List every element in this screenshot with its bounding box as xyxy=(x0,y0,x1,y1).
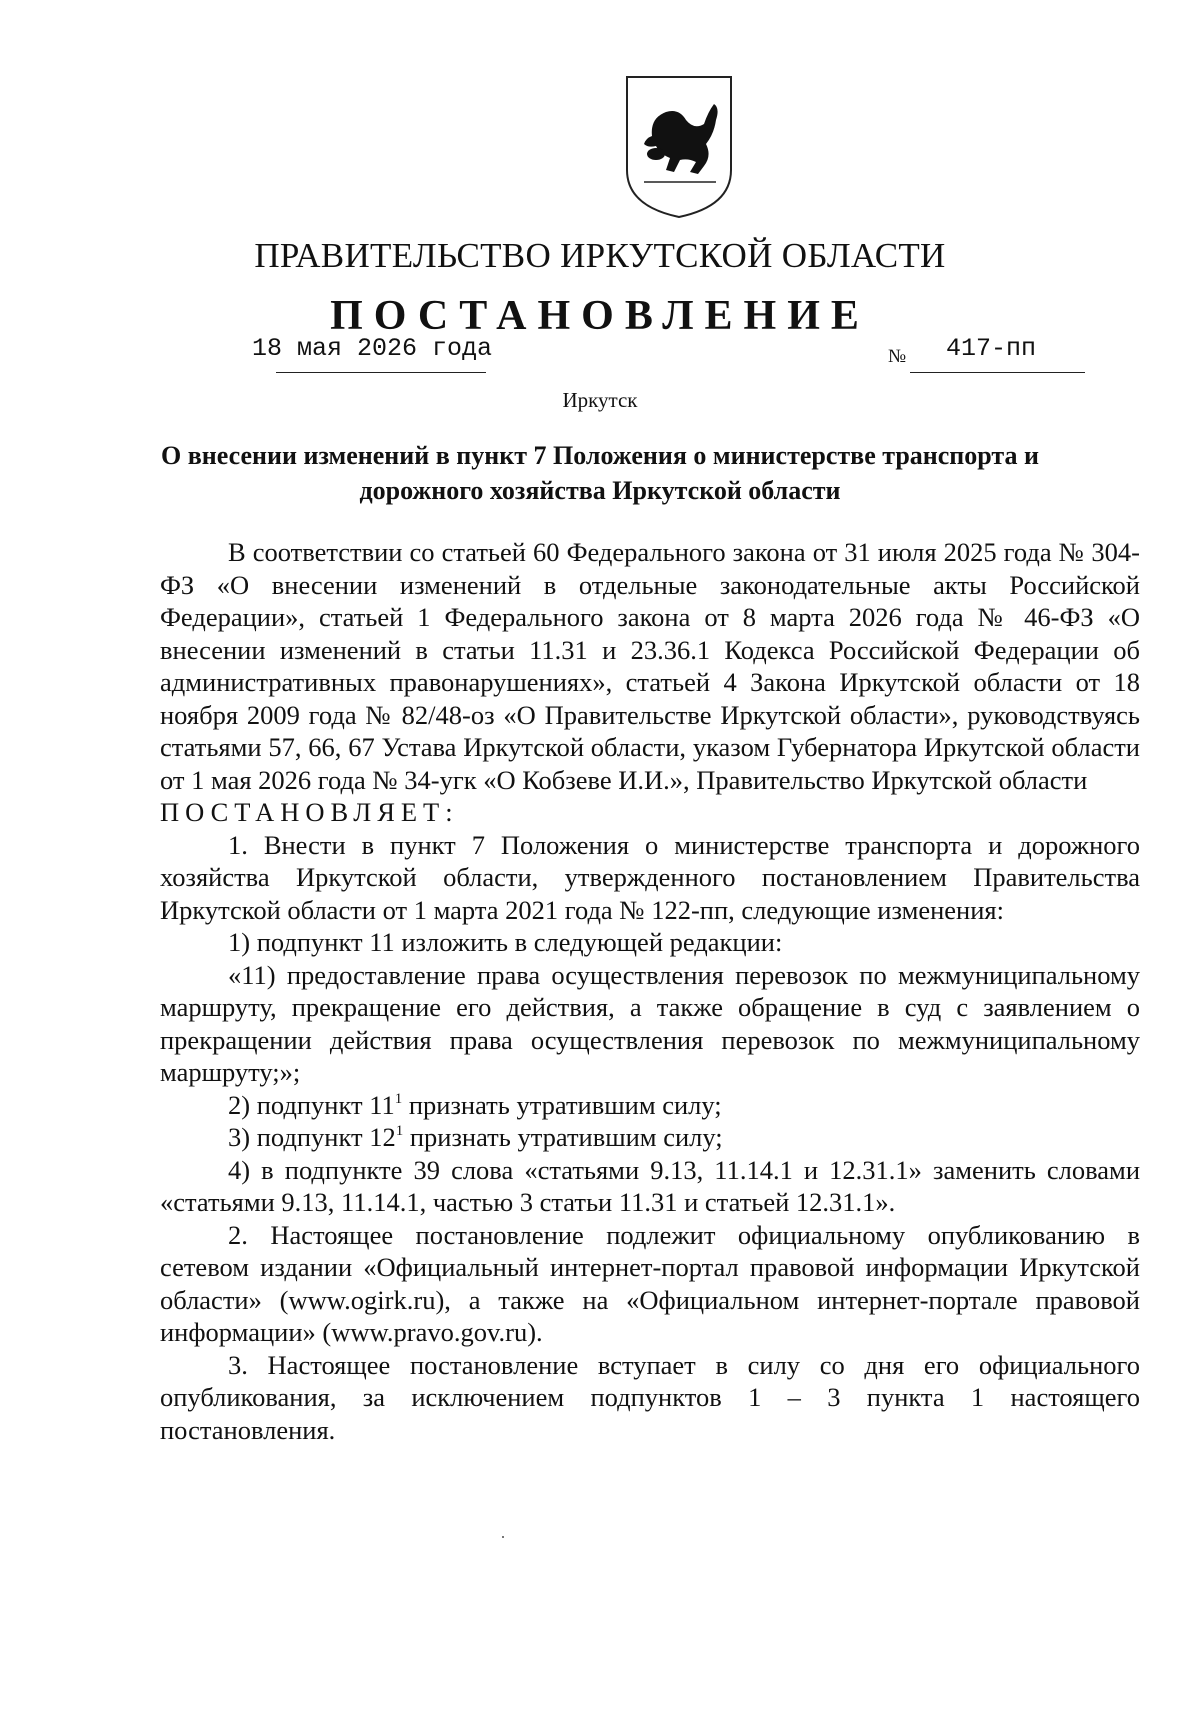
subitem-2-paragraph xyxy=(160,1089,1140,1122)
subitem-3-text-a: 3) подпункт 12 xyxy=(228,1122,396,1152)
subitem-1-new-text: «11) предоставление права осуществления перевозок по межмуниципальному маршруту, прекращение его действия, а также обращение в суд с заявлением о прекращении действия права осуществления перевозок по межмуниципальному маршруту;»; xyxy=(160,959,1140,1087)
subitem-2-text-b: признать утратившим силу; xyxy=(402,1089,722,1120)
subitem-3-text-b: признать утратившим силу; xyxy=(403,1122,723,1152)
document-type: ПОСТАНОВЛЕНИЕ xyxy=(330,293,870,339)
city: Иркутск xyxy=(562,388,638,412)
subitem-3-paragraph xyxy=(160,1121,1140,1154)
subitem-3-superscript: 1 xyxy=(395,1123,404,1139)
resolves-word: ПОСТАНОВЛЯЕТ: xyxy=(160,797,459,827)
document-number: 417-пп xyxy=(946,334,1037,363)
heading-line-2: дорожного хозяйства Иркутской области xyxy=(359,476,841,505)
number-sign: № xyxy=(888,346,907,367)
subitem-4-paragraph: 4) в подпункте 39 слова «статьями 9.13, 11.14.1 и 12.31.1» заменить словами «статьями 9.13, 11.14.1, частью 3 статьи 11.31 и статьей 12.31.1». xyxy=(160,1154,1140,1217)
document-heading xyxy=(150,438,1050,508)
item-2-paragraph: 2. Настоящее постановление подлежит официальному опубликованию в сетевом издании «Официальный интернет-портал правовой информации Иркутской области» (www.ogirk.ru), а также на «Официальном интернет-портале правовой информации» (www.pravo.gov.ru). xyxy=(160,1219,1140,1347)
subitem-2-superscript: 1 xyxy=(394,1090,403,1107)
subitem-2-text-a: 2) подпункт 11 xyxy=(228,1089,395,1120)
document-body xyxy=(160,536,1140,1446)
subitem-1-paragraph: 1) подпункт 11 изложить в следующей редакции: xyxy=(228,927,783,957)
scan-speck xyxy=(502,1536,504,1538)
coat-of-arms-icon xyxy=(624,74,734,220)
number-underline xyxy=(910,372,1085,373)
government-name: ПРАВИТЕЛЬСТВО ИРКУТСКОЙ ОБЛАСТИ xyxy=(254,236,946,275)
item-1-paragraph: 1. Внести в пункт 7 Положения о министерстве транспорта и дорожного хозяйства Иркутской области, утвержденного постановлением Правительства Иркутской области от 1 марта 2021 года № 122-пп, следующие изменения: xyxy=(160,829,1140,925)
shield-emblem-icon xyxy=(624,74,734,220)
item-3-paragraph: 3. Настоящее постановление вступает в силу со дня его официального опубликования, за исключением подпунктов 1 – 3 пункта 1 настоящего постановления. xyxy=(160,1349,1140,1445)
document-date: 18 мая 2026 года xyxy=(252,334,493,363)
heading-line-1: О внесении изменений в пункт 7 Положения о министерстве транспорта и xyxy=(161,441,1039,470)
date-underline xyxy=(276,372,486,373)
preamble-paragraph: В соответствии со статьей 60 Федерального закона от 31 июля 2025 года № 304-ФЗ «О внесении изменений в отдельные законодательные акты Российской Федерации», статьей 1 Федерального закона от 8 марта 2026 года № 46-ФЗ «О внесении изменений в статьи 11.31 и 23.36.1 Кодекса Российской Федерации об административных правонарушениях», статьей 4 Закона Иркутской области от 18 ноября 2009 года № 82/48-оз «О Правительстве Иркутской области», руководствуясь статьями 57, 66, 67 Устава Иркутской области, указом Губернатора Иркутской области от 1 мая 2026 года № 34-угк «О Кобзеве И.И.», Правительство Иркутской области xyxy=(160,537,1140,795)
